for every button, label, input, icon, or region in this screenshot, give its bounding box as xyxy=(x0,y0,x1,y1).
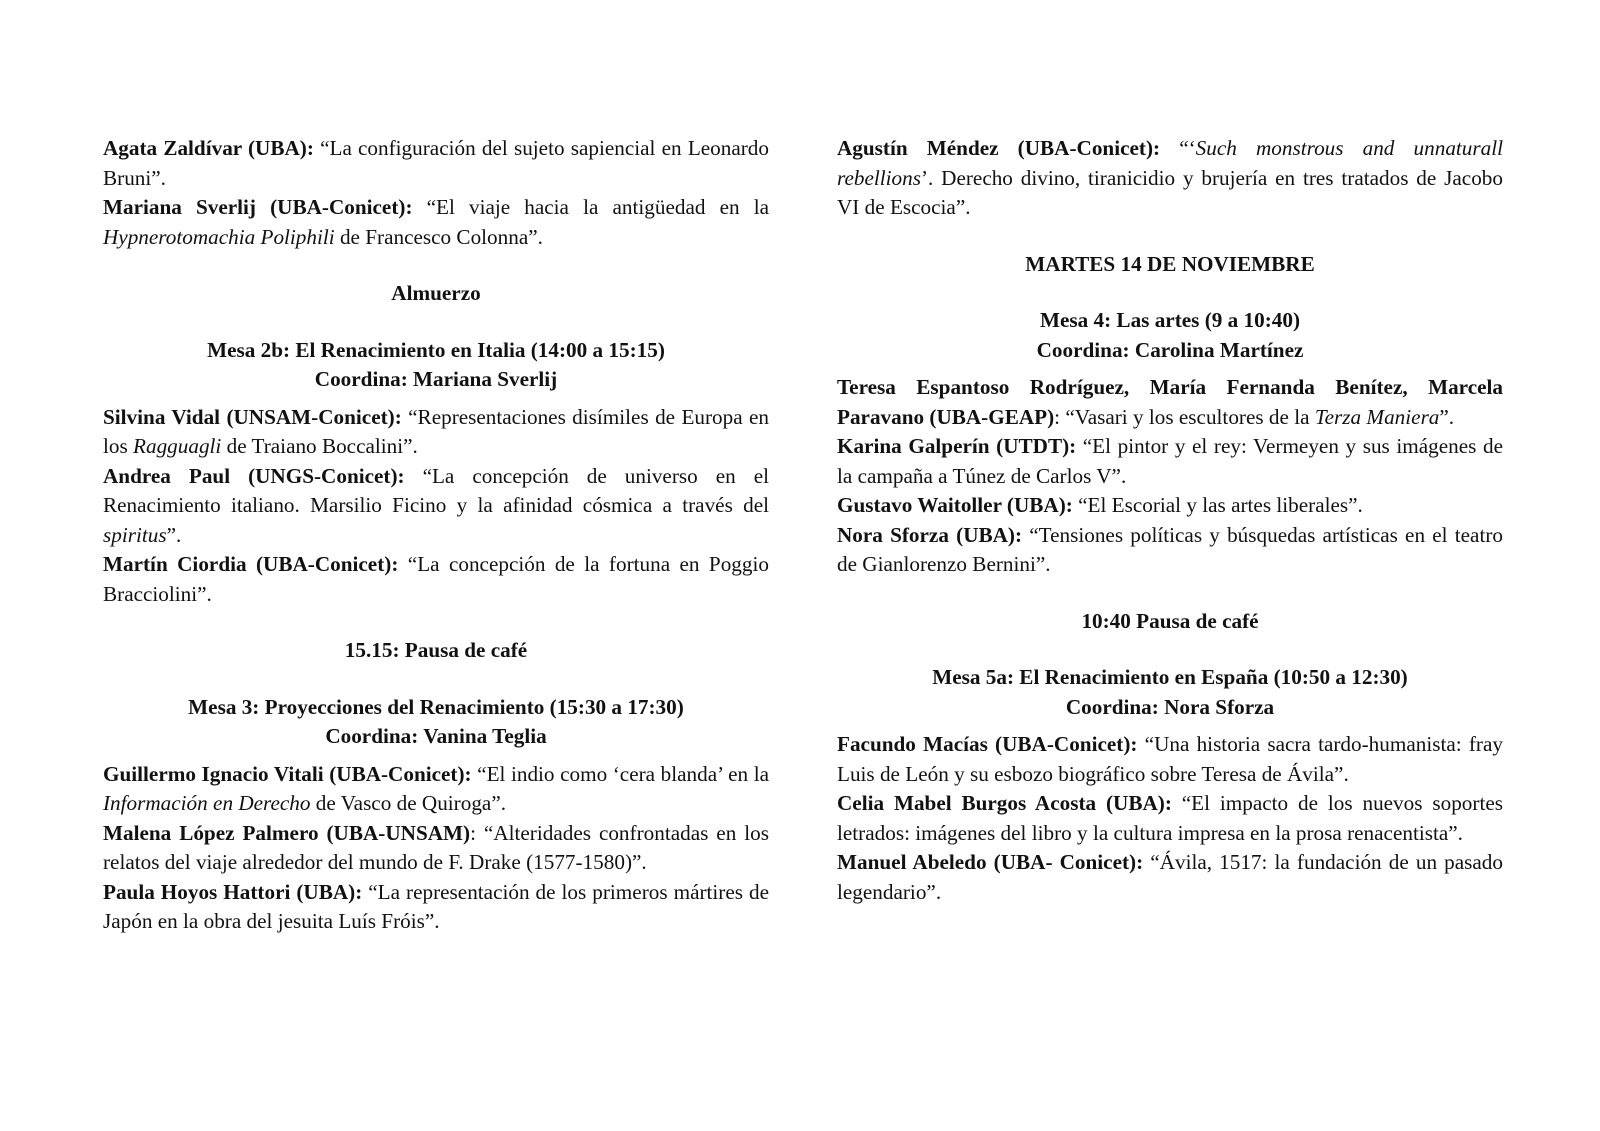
speaker: Gustavo Waitoller (UBA): xyxy=(837,493,1073,517)
talk-entry xyxy=(837,491,1503,521)
talk-entry xyxy=(837,134,1503,223)
speaker: Malena López Palmero (UBA-UNSAM) xyxy=(103,820,471,845)
talk-entry xyxy=(837,521,1503,580)
session-title: Mesa 5a: El Renacimiento en España (10:50 a 12:30) xyxy=(932,665,1408,689)
speaker: Guillermo Ignacio Vitali (UBA-Conicet): xyxy=(103,761,472,786)
talk-title: “Una historia sacra tardo-humanista: fray Luis de León y su esbozo biográfico sobre Teresa de Ávila”. xyxy=(837,732,1503,786)
talk-entry xyxy=(837,848,1503,907)
talk-entry xyxy=(103,134,769,193)
speaker: Mariana Sverlij (UBA-Conicet): xyxy=(103,195,413,219)
talk-title: “La representación de los primeros mártires de Japón en la obra del jesuita Luís Fróis”. xyxy=(103,879,769,933)
session-title: Mesa 3: Proyecciones del Renacimiento (15:30 a 17:30) xyxy=(188,694,684,719)
work-title: Such monstrous and unnaturall rebellions xyxy=(837,136,1504,190)
work-title: Ragguagli xyxy=(133,434,222,458)
work-title: Terza Maniera xyxy=(1314,404,1440,429)
speaker: Andrea Paul (UNGS-Conicet): xyxy=(103,463,405,488)
speaker: Agustín Méndez (UBA-Conicet): xyxy=(837,136,1161,160)
break-heading: Almuerzo xyxy=(391,281,481,305)
talk-title: “Representaciones disímiles de Europa en los xyxy=(103,404,769,458)
talk-entry xyxy=(837,789,1503,848)
work-title: spiritus xyxy=(103,522,167,547)
talk-title-end: de Traiano Boccalini”. xyxy=(221,434,418,458)
right-column xyxy=(837,134,1503,907)
talk-title-end: ’. Derecho divino, tiranicidio y brujería en tres tratados de Jacobo VI de Escocia”. xyxy=(837,165,1503,219)
break-heading: 10:40 Pausa de café xyxy=(1081,608,1259,633)
break-heading: 15.15: Pausa de café xyxy=(344,638,528,662)
talk-title: “Ávila, 1517: la fundación de un pasado legendario”. xyxy=(837,850,1503,904)
talk-entry xyxy=(103,403,769,462)
talk-entry xyxy=(103,193,769,252)
session-title: Mesa 2b: El Renacimiento en Italia (14:00 a 15:15) xyxy=(207,337,665,362)
session-coordinator: Coordina: Carolina Martínez xyxy=(1036,337,1304,362)
speaker: Manuel Abeledo (UBA- Conicet): xyxy=(837,850,1144,874)
talk-title: “La concepción de la fortuna en Poggio Bracciolini”. xyxy=(103,552,769,606)
talk-title: “El indio como ‘cera blanda’ en la xyxy=(471,761,769,786)
left-column xyxy=(103,134,769,937)
speaker: Celia Mabel Burgos Acosta (UBA): xyxy=(837,791,1172,815)
speaker: Karina Galperín (UTDT): xyxy=(837,434,1077,458)
talk-entry xyxy=(103,550,769,609)
talk-title-end: de Francesco Colonna”. xyxy=(334,224,543,249)
speaker: Agata Zaldívar (UBA): xyxy=(103,136,314,160)
talk-entry xyxy=(837,432,1503,491)
speaker: Silvina Vidal (UNSAM-Conicet): xyxy=(103,404,402,429)
talk-title-end: de Vasco de Quiroga”. xyxy=(310,791,507,815)
talk-entry xyxy=(837,373,1503,432)
talk-title: : “Vasari y los escultores de la xyxy=(1054,404,1315,429)
session-coordinator: Coordina: Nora Sforza xyxy=(1065,694,1275,719)
talk-entry xyxy=(103,760,769,819)
talk-title: “El pintor y el rey: Vermeyen y sus imágenes de la campaña a Túnez de Carlos V”. xyxy=(837,434,1503,488)
talk-title: “Tensiones políticas y búsquedas artísticas en el teatro de Gianlorenzo Bernini”. xyxy=(837,522,1503,576)
talk-title: “El impacto de los nuevos soportes letrados: imágenes del libro y la cultura impresa en la prosa renacentista”. xyxy=(837,791,1503,845)
talk-title: “La configuración del sujeto sapiencial en Leonardo Bruni”. xyxy=(103,136,769,190)
speaker: Paula Hoyos Hattori (UBA): xyxy=(103,879,363,904)
speaker: Facundo Macías (UBA-Conicet): xyxy=(837,732,1138,756)
talk-entry xyxy=(103,819,769,878)
talk-entry xyxy=(103,462,769,551)
talk-title-end: ”. xyxy=(166,522,182,547)
speaker: Nora Sforza (UBA): xyxy=(837,522,1023,547)
session-coordinator: Coordina: Mariana Sverlij xyxy=(314,367,558,391)
talk-entry xyxy=(837,730,1503,789)
session-coordinator: Coordina: Vanina Teglia xyxy=(325,724,547,748)
talk-title: “‘ xyxy=(1160,136,1196,160)
talk-title: : “Alteridades confrontadas en los relatos del viaje alrededor del mundo de F. Drake (1577-1580)”. xyxy=(103,820,769,874)
work-title: Hypnerotomachia Poliphili xyxy=(103,224,335,249)
talk-title: “El Escorial y las artes liberales”. xyxy=(1072,493,1363,517)
work-title: Información en Derecho xyxy=(103,791,311,815)
speaker: Teresa Espantoso Rodríguez, María Fernanda Benítez, Marcela Paravano (UBA-GEAP) xyxy=(837,375,1503,429)
day-heading: MARTES 14 DE NOVIEMBRE xyxy=(1025,251,1315,276)
speaker: Martín Ciordia (UBA-Conicet): xyxy=(103,552,399,576)
session-title: Mesa 4: Las artes (9 a 10:40) xyxy=(1039,308,1301,332)
talk-title-end: ”. xyxy=(1439,404,1455,429)
talk-title: “La concepción de universo en el Renacimiento italiano. Marsilio Ficino y la afinidad cósmica a través del xyxy=(103,463,769,517)
talk-title: “El viaje hacia la antigüedad en la xyxy=(412,195,769,219)
talk-entry xyxy=(103,878,769,937)
